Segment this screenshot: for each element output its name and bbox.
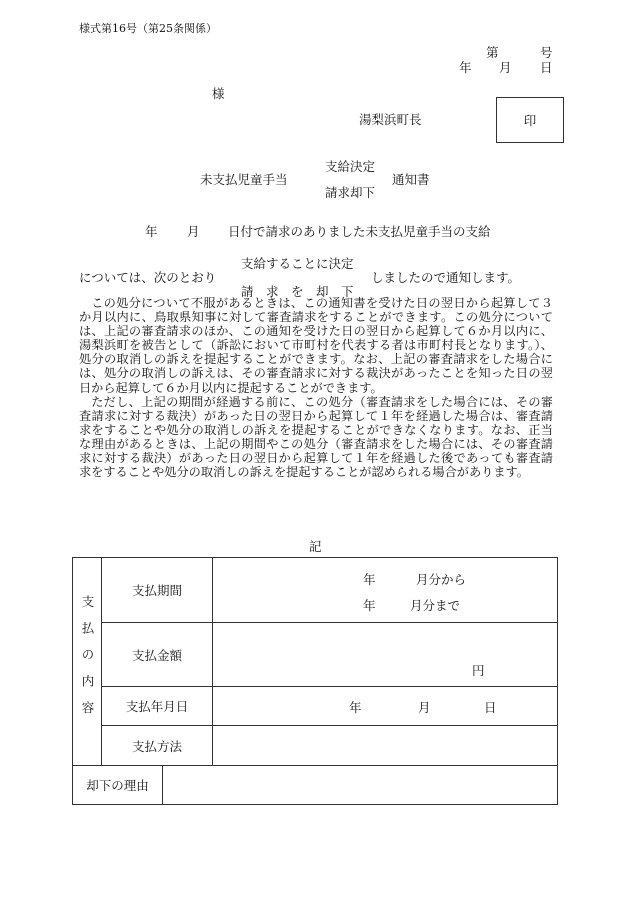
- amount-label: 支払金額: [102, 623, 213, 687]
- payment-method-label: 支払方法: [102, 726, 213, 766]
- payment-date-month: 月: [418, 700, 431, 715]
- intro-tail: しましたので通知します。: [371, 270, 521, 285]
- period-to: 月分まで: [410, 598, 461, 613]
- intro-option-decision: 支給することに決定: [241, 256, 354, 271]
- intro-lead: については、次のとおり: [79, 270, 217, 285]
- title-prefix: 未支払児童手当: [200, 172, 288, 187]
- appeal-notice: [79, 296, 553, 479]
- period-from: 月分から: [416, 572, 467, 587]
- intro-year: 年: [145, 224, 158, 239]
- rejection-reason-value: [163, 766, 558, 805]
- intro-text: 日付で請求のありました未支払児童手当の支給: [228, 224, 491, 239]
- document-number-suffix: 号: [540, 45, 553, 60]
- payment-method-value: [213, 726, 558, 766]
- form-number: 様式第16号（第25条関係）: [79, 22, 217, 35]
- appeal-paragraph-1: この処分について不服があるときは、この通知書を受けた日の翌日から起算して３か月以内に、鳥取県知事に対して審査請求をすることができます。この処分については、上記の審査請求のほか、この通知を受けた日の翌日から起算して６か月以内に、湯梨浜町を被告として（訴訟において市町村を代表する者は市町村長となります。）、処分の取消しの訴えを提起することができます。なお、上記の審査請求をした場合には、処分の取消しの訴えは、その審査請求に対する裁決があったことを知った日の翌日から起算して６か月以内に提起することができます。: [79, 296, 553, 395]
- issuer-name: 湯梨浜町長: [359, 112, 422, 127]
- payment-date-value: [213, 687, 558, 726]
- period-year-1: 年: [363, 572, 376, 587]
- date-year-label: 年: [459, 60, 472, 75]
- payment-details-table: [72, 557, 558, 805]
- date-month-label: 月: [499, 60, 512, 75]
- appeal-paragraph-2: ただし、上記の期間が経過する前に、この処分（審査請求をした場合には、その審査請求に対する裁決）があった日の翌日から起算して１年を経過した場合は、審査請求をすることや処分の取消しの訴えを提起することができなくなります。なお、正当な理由があるときは、上記の期間やこの処分（審査請求をした場合には、その審査請求に対する裁決）があった日の翌日から起算して１年を経過した後であっても審査請求をすることや処分の取消しの訴えを提起することが認められる場合があります。: [79, 394, 553, 480]
- addressee-suffix: 様: [212, 86, 225, 101]
- intro-month: 月: [187, 224, 200, 239]
- record-label: 記: [309, 539, 322, 554]
- seal-box: [496, 97, 564, 143]
- amount-value: [213, 623, 558, 687]
- period-label: 支払期間: [102, 558, 213, 623]
- title-option-decision: 支給決定: [325, 159, 376, 174]
- date-day-label: 日: [540, 60, 553, 75]
- title-suffix: 通知書: [392, 172, 430, 187]
- payment-content-group-label: 支払の内容: [73, 558, 102, 766]
- title-option-reject: 請求却下: [325, 185, 376, 200]
- payment-date-label: 支払年月日: [102, 687, 213, 726]
- period-value: [213, 558, 558, 623]
- payment-date-day: 日: [484, 700, 497, 715]
- amount-unit: 円: [472, 663, 485, 678]
- intro-option-reject: 請 求 を 却 下: [241, 284, 354, 299]
- payment-date-year: 年: [349, 700, 362, 715]
- rejection-reason-label: 却下の理由: [73, 766, 163, 805]
- seal-label: 印: [523, 113, 537, 128]
- document-number-label: 第: [486, 45, 499, 60]
- period-year-2: 年: [363, 598, 376, 613]
